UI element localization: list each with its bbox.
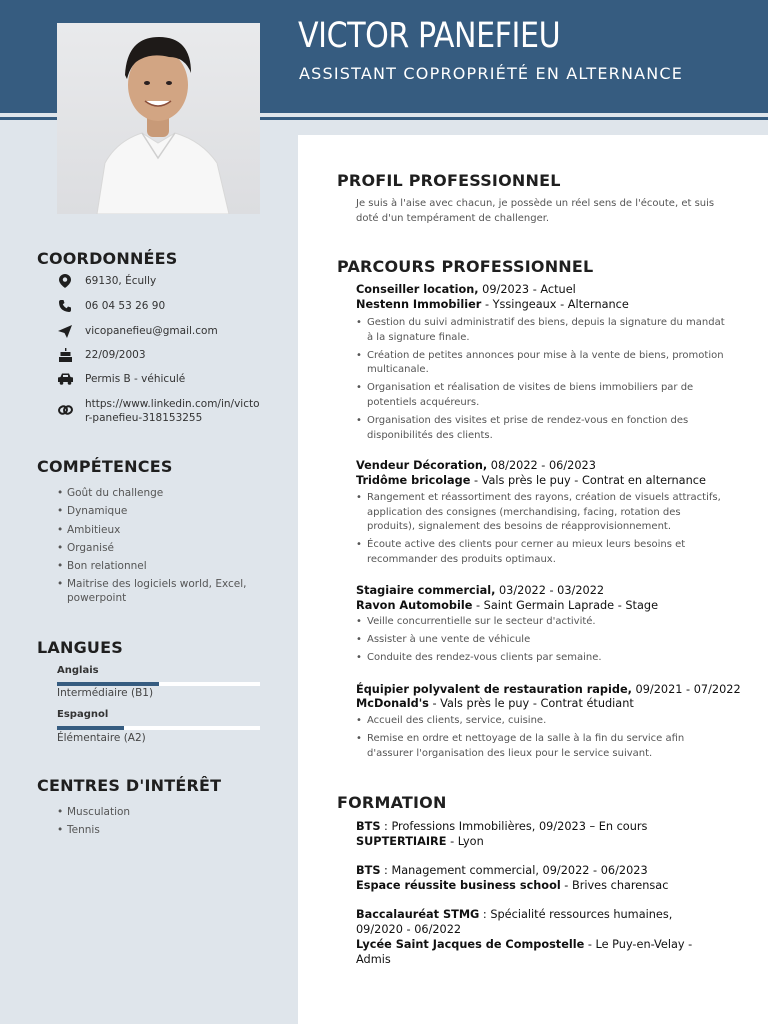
location-pin-icon bbox=[57, 274, 73, 288]
skills-heading: COMPÉTENCES bbox=[37, 457, 173, 476]
language-name: Anglais bbox=[57, 665, 99, 676]
contact-phone bbox=[57, 299, 260, 313]
profile-heading: PROFIL PROFESSIONNEL bbox=[337, 171, 561, 190]
list-item: • Musculation bbox=[57, 805, 257, 819]
link-icon bbox=[57, 403, 73, 417]
interests-heading: CENTRES D'INTÉRÊT bbox=[37, 776, 222, 795]
job-title-line bbox=[356, 583, 604, 598]
list-item: • Organisation et réalisation de visites de biens immobiliers par de potentiels acquéreurs. bbox=[356, 381, 730, 410]
list-item: • Goût du challenge bbox=[57, 486, 257, 500]
car-icon bbox=[57, 372, 73, 386]
job-company-line bbox=[356, 598, 658, 613]
language-level: Élémentaire (A2) bbox=[57, 732, 146, 744]
job-company-line bbox=[356, 297, 629, 312]
job-bullets bbox=[356, 316, 730, 447]
degree-desc: : Professions Immobilières, 09/2023 – En cours bbox=[380, 820, 648, 833]
job-dates: 08/2022 - 06/2023 bbox=[487, 459, 596, 472]
school-name: SUPTERTIAIRE bbox=[356, 835, 447, 848]
interests-list bbox=[57, 805, 257, 842]
school-place: - Brives charensac bbox=[560, 879, 669, 892]
job-details: - Vals près le puy - Contrat en alternance bbox=[470, 474, 706, 487]
contact-linkedin bbox=[57, 397, 260, 425]
contact-location-text: 69130, Écully bbox=[85, 275, 157, 287]
profile-summary: Je suis à l'aise avec chacun, je possède un réel sens de l'écoute, et suis doté d'un tempérament de challenger. bbox=[356, 198, 715, 224]
degree-name: BTS bbox=[356, 864, 381, 877]
list-item: • Organisé bbox=[57, 541, 257, 555]
degree-desc: : Spécialité ressources humaines, 09/2020 - 06/2022 bbox=[356, 908, 673, 936]
job-bullets bbox=[356, 714, 730, 765]
list-item: • Écoute active des clients pour cerner au mieux leurs besoins et recommander des produits optimaux. bbox=[356, 538, 730, 567]
list-item: • Bon relationnel bbox=[57, 559, 257, 573]
degree-name: Baccalauréat STMG bbox=[356, 908, 480, 921]
education-entry bbox=[356, 863, 721, 893]
list-item: • Assister à une vente de véhicule bbox=[356, 633, 730, 648]
job-details: - Yssingeaux - Alternance bbox=[481, 298, 629, 311]
list-item: • Tennis bbox=[57, 823, 257, 837]
job-title: ASSISTANT COPROPRIÉTÉ EN ALTERNANCE bbox=[299, 64, 684, 83]
experience-heading: PARCOURS PROFESSIONNEL bbox=[337, 257, 594, 276]
list-item: • Création de petites annonces pour mise à la vente de biens, promotion multicanale. bbox=[356, 349, 730, 378]
list-item: • Dynamique bbox=[57, 504, 257, 518]
language-name: Espagnol bbox=[57, 709, 109, 720]
list-item: • Maitrise des logiciels world, Excel, powerpoint bbox=[57, 577, 257, 605]
list-item: • Gestion du suivi administratif des biens, depuis la signature du mandat à la signature finale. bbox=[356, 316, 730, 345]
list-item: • Remise en ordre et nettoyage de la salle à la fin du service afin d'assurer l'organisation des lieux pour le service suivant. bbox=[356, 732, 730, 761]
school-place: - Le Puy-en-Velay - Admis bbox=[356, 938, 693, 966]
education-entry bbox=[356, 907, 721, 967]
contact-phone-text: 06 04 53 26 90 bbox=[85, 300, 166, 312]
list-item: • Rangement et réassortiment des rayons, création de visuels attractifs, application des consignes (merchandising, facing, rotation des produits), signalement des besoins de réapprovisionnement. bbox=[356, 491, 730, 535]
contact-linkedin-text[interactable]: https://www.linkedin.com/in/victor-panefieu-318153255 bbox=[85, 398, 260, 424]
language-level-bar bbox=[57, 682, 260, 686]
job-role: Conseiller location, bbox=[356, 283, 479, 296]
phone-icon bbox=[57, 299, 73, 313]
language-level-fill bbox=[57, 726, 124, 730]
school-name: Espace réussite business school bbox=[356, 879, 561, 892]
job-company: Tridôme bricolage bbox=[356, 474, 471, 487]
contact-heading: COORDONNÉES bbox=[37, 249, 178, 268]
school-place: - Lyon bbox=[446, 835, 484, 848]
job-role: Vendeur Décoration, bbox=[356, 459, 488, 472]
job-role: Équipier polyvalent de restauration rapide, bbox=[356, 683, 632, 696]
job-title-line bbox=[356, 682, 741, 697]
job-company-line bbox=[356, 696, 634, 711]
contact-license-text: Permis B - véhiculé bbox=[85, 373, 186, 385]
list-item: • Veille concurrentielle sur le secteur d'activité. bbox=[356, 615, 730, 630]
job-title-line bbox=[356, 282, 576, 297]
list-item: • Accueil des clients, service, cuisine. bbox=[356, 714, 730, 729]
profile-photo bbox=[57, 23, 260, 214]
language-level-fill bbox=[57, 682, 159, 686]
job-company: McDonald's bbox=[356, 697, 429, 710]
job-details: - Vals près le puy - Contrat étudiant bbox=[428, 697, 634, 710]
degree-desc: : Management commercial, 09/2022 - 06/2023 bbox=[380, 864, 648, 877]
candidate-name: VICTOR PANEFIEU bbox=[298, 16, 561, 56]
job-role: Stagiaire commercial, bbox=[356, 584, 496, 597]
job-bullets bbox=[356, 615, 730, 669]
languages-heading: LANGUES bbox=[37, 638, 123, 657]
education-entry bbox=[356, 819, 721, 849]
send-icon bbox=[57, 324, 73, 338]
job-title-line bbox=[356, 458, 596, 473]
job-company-line bbox=[356, 473, 706, 488]
list-item: • Ambitieux bbox=[57, 523, 257, 537]
contact-license bbox=[57, 372, 260, 386]
job-company: Nestenn Immobilier bbox=[356, 298, 482, 311]
skills-list bbox=[57, 486, 257, 610]
birthday-cake-icon bbox=[57, 348, 73, 362]
job-details: - Saint Germain Laprade - Stage bbox=[472, 599, 659, 612]
contact-location bbox=[57, 274, 260, 288]
contact-birthdate-text: 22/09/2003 bbox=[85, 349, 146, 361]
job-dates: 09/2021 - 07/2022 bbox=[631, 683, 741, 696]
list-item: • Organisation des visites et prise de rendez-vous en fonction des disponibilités des clients. bbox=[356, 414, 730, 443]
contact-birthdate bbox=[57, 348, 260, 362]
education-heading: FORMATION bbox=[337, 793, 447, 812]
job-bullets bbox=[356, 491, 730, 571]
school-name: Lycée Saint Jacques de Compostelle bbox=[356, 938, 585, 951]
contact-email-text[interactable]: vicopanefieu@gmail.com bbox=[85, 325, 218, 337]
list-item: • Conduite des rendez-vous clients par semaine. bbox=[356, 651, 730, 666]
language-level: Intermédiaire (B1) bbox=[57, 687, 154, 699]
job-company: Ravon Automobile bbox=[356, 599, 473, 612]
language-level-bar bbox=[57, 726, 260, 730]
job-dates: 03/2022 - 03/2022 bbox=[495, 584, 605, 597]
degree-name: BTS bbox=[356, 820, 381, 833]
job-dates: 09/2023 - Actuel bbox=[478, 283, 576, 296]
contact-email bbox=[57, 324, 260, 338]
